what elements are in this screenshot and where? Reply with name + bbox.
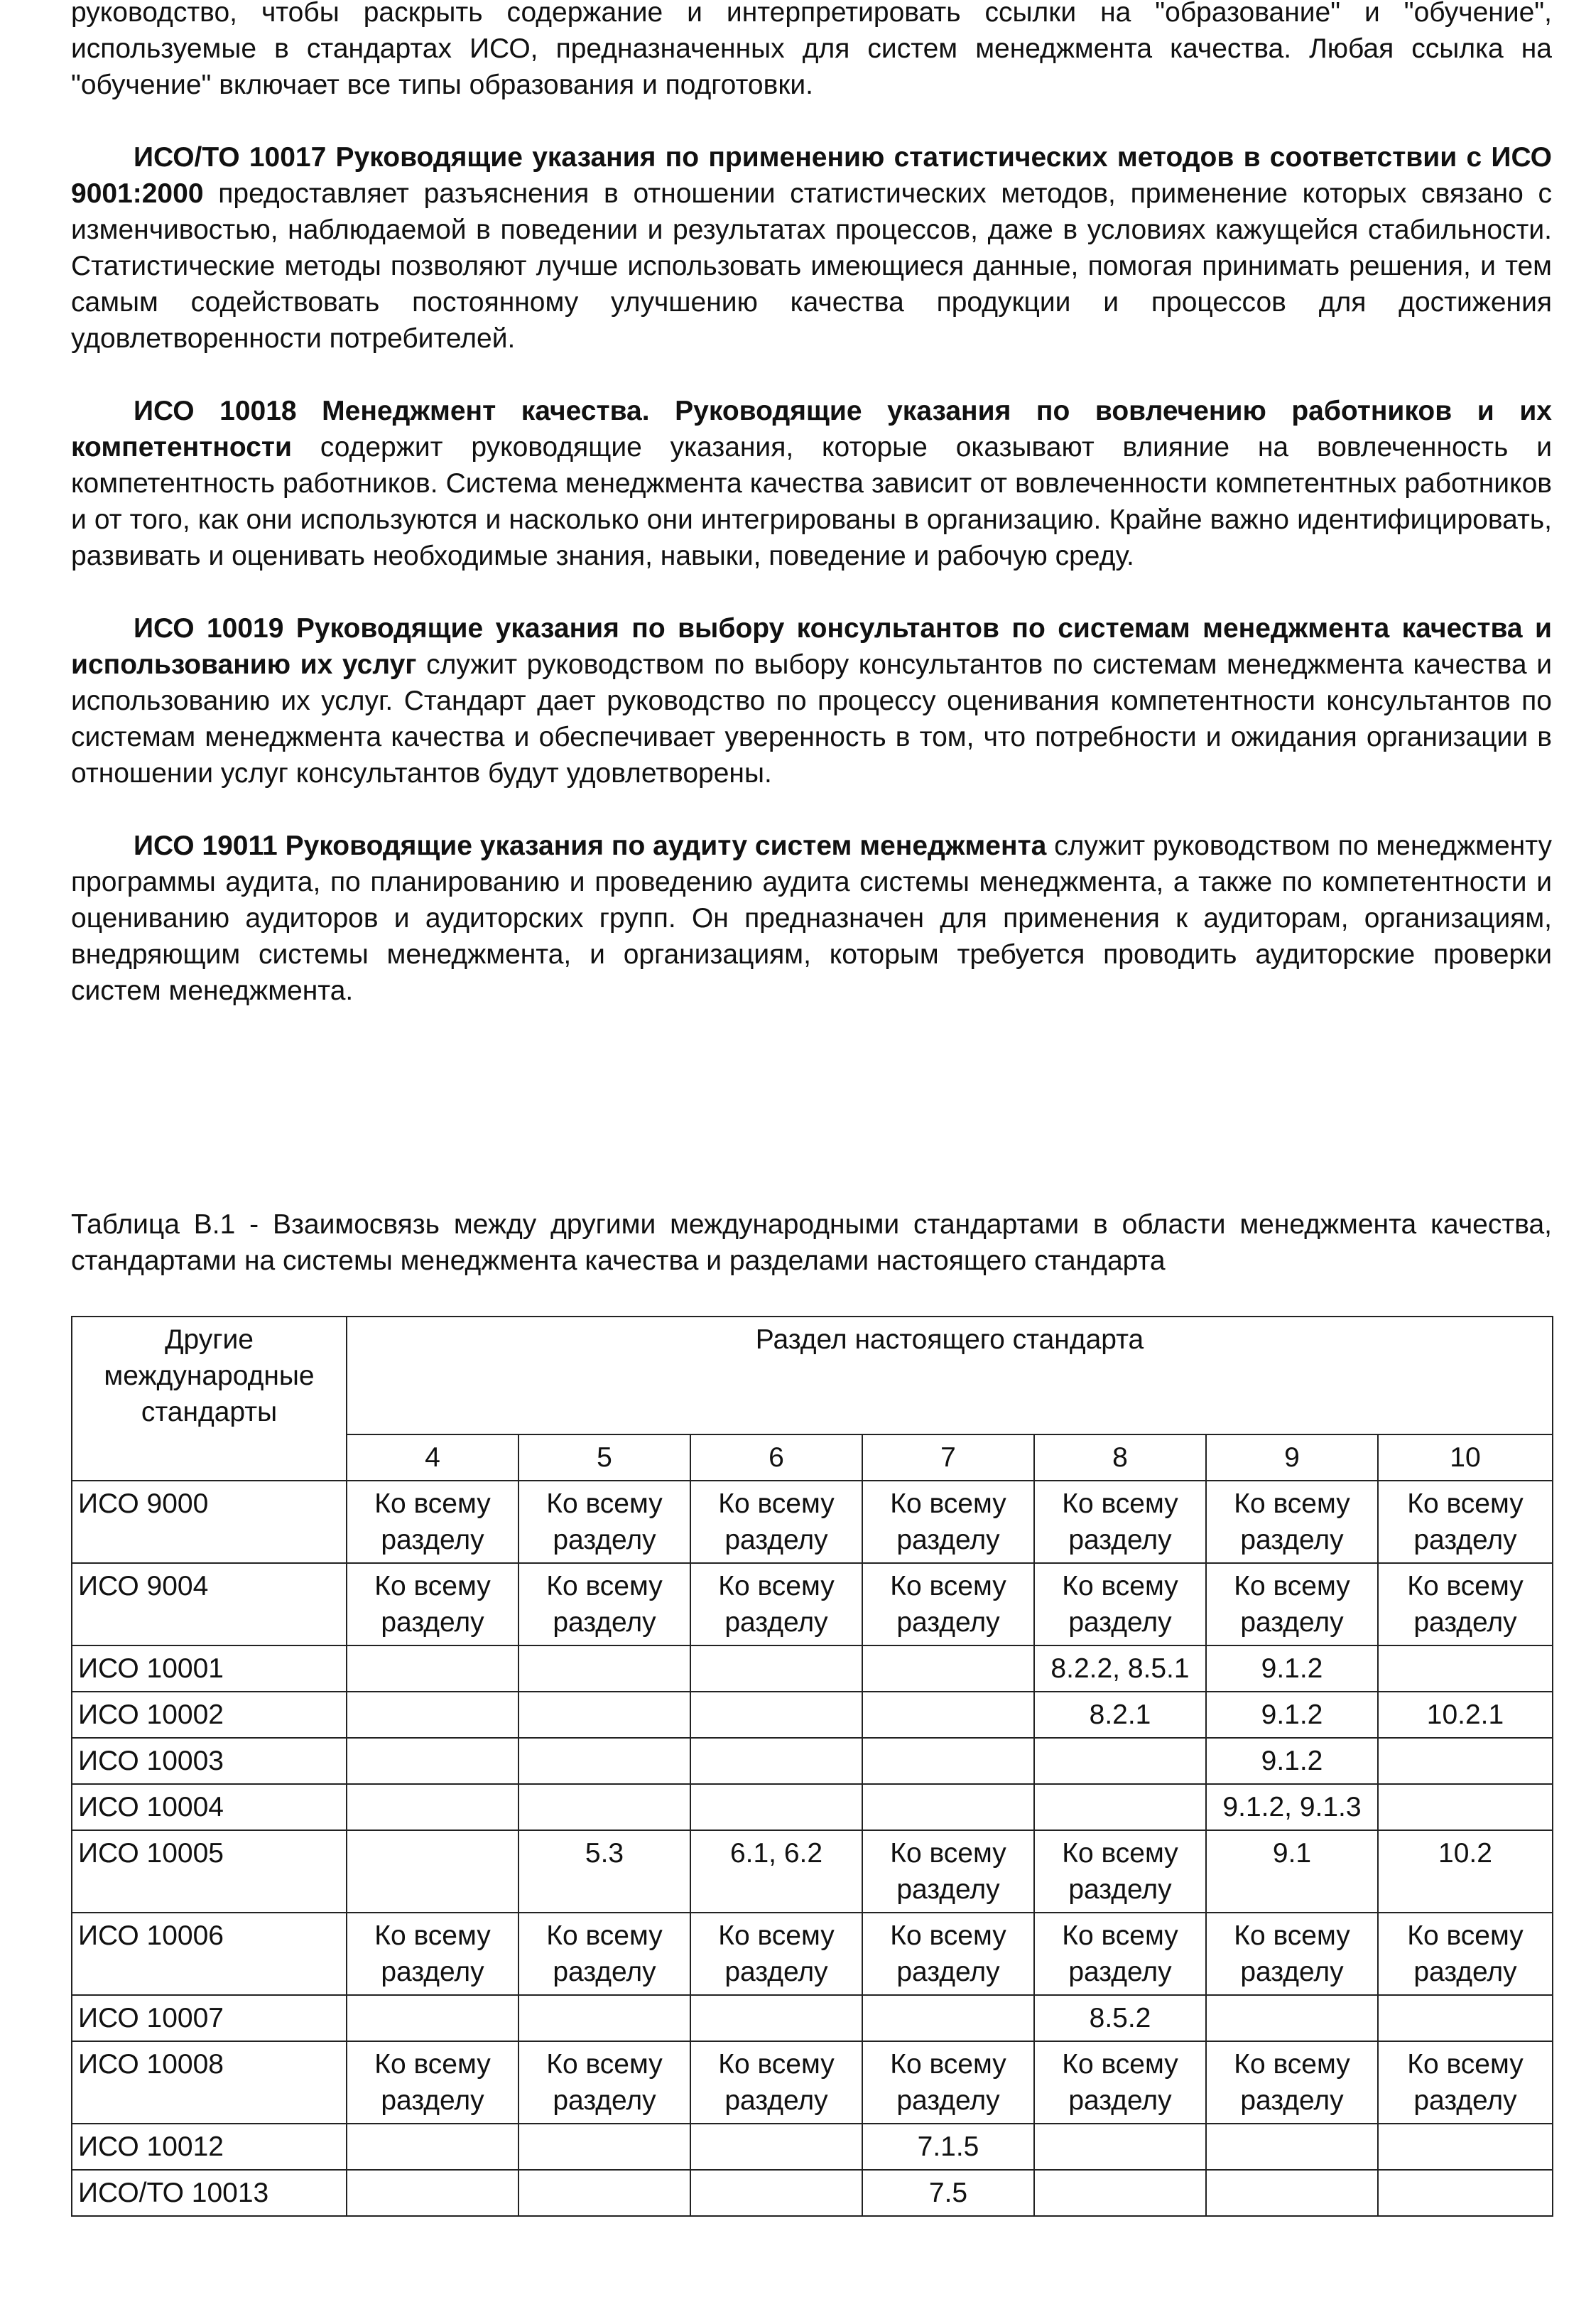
section-reference-cell: Ко всему разделу	[690, 2041, 862, 2124]
section-reference-cell	[1378, 1645, 1553, 1692]
section-reference-cell: Ко всему разделу	[1378, 1563, 1553, 1645]
section-reference-cell	[1378, 1784, 1553, 1830]
header-section-group: Раздел настоящего стандарта	[347, 1317, 1553, 1434]
section-number-4: 4	[347, 1434, 518, 1481]
section-reference-cell: Ко всему разделу	[1034, 1481, 1206, 1563]
paragraph-iso-10018-title: ИСО 10018 Менеджмент качества. Руководящие указания по вовлечению работников и их компетентности	[71, 396, 1552, 463]
standard-name-cell: ИСО 10008	[72, 2041, 347, 2124]
section-reference-cell	[518, 1645, 690, 1692]
standard-name-cell: ИСО 10004	[72, 1784, 347, 1830]
section-reference-cell: Ко всему разделу	[1034, 1563, 1206, 1645]
section-reference-cell	[518, 1738, 690, 1784]
section-reference-cell: Ко всему разделу	[1034, 1913, 1206, 1995]
section-reference-cell	[347, 1995, 518, 2041]
section-reference-cell	[518, 1995, 690, 2041]
standard-name-cell: ИСО 10002	[72, 1692, 347, 1738]
section-reference-cell: Ко всему разделу	[690, 1481, 862, 1563]
standard-name-cell: ИСО 10006	[72, 1913, 347, 1995]
section-reference-cell	[1034, 2170, 1206, 2216]
table-row	[72, 1913, 1553, 1995]
paragraph-iso-10019-title: ИСО 10019 Руководящие указания по выбору консультантов по системам менеджмента качества и использованию их услуг	[71, 613, 1552, 680]
section-reference-cell: Ко всему разделу	[518, 1563, 690, 1645]
section-reference-cell	[518, 2170, 690, 2216]
section-reference-cell: Ко всему разделу	[518, 2041, 690, 2124]
paragraph-iso-19011	[71, 828, 1552, 1009]
section-reference-cell	[690, 2124, 862, 2170]
section-reference-cell	[1206, 2170, 1378, 2216]
section-reference-cell	[862, 1738, 1034, 1784]
section-reference-cell	[347, 1692, 518, 1738]
section-reference-cell: Ко всему разделу	[518, 1913, 690, 1995]
section-number-8: 8	[1034, 1434, 1206, 1481]
section-reference-cell	[690, 1738, 862, 1784]
section-reference-cell	[690, 1692, 862, 1738]
section-reference-cell: 9.1	[1206, 1830, 1378, 1913]
table-row	[72, 1995, 1553, 2041]
paragraph-iso-10019-text: служит руководством по выбору консультантов по системам менеджмента качества и использованию их услуг. Стандарт дает руководство по процессу оценивания компетентности консультантов по системам менеджмента качества и обеспечивает уверенность в том, что потребности и ожидания организации в отношении услуг консультантов будут удовлетворены.	[71, 649, 1552, 789]
section-number-6: 6	[690, 1434, 862, 1481]
table-header-row	[72, 1317, 1553, 1434]
section-number-7: 7	[862, 1434, 1034, 1481]
section-reference-cell: 6.1, 6.2	[690, 1830, 862, 1913]
section-reference-cell	[862, 1692, 1034, 1738]
standard-name-cell: ИСО 10005	[72, 1830, 347, 1913]
section-reference-cell: Ко всему разделу	[862, 1830, 1034, 1913]
section-reference-cell	[347, 2170, 518, 2216]
section-reference-cell: Ко всему разделу	[1378, 1913, 1553, 1995]
paragraph-iso-19011-text: служит руководством по менеджменту программы аудита, по планированию и проведению аудита системы менеджмента, а также по компетентности и оцениванию аудиторов и аудиторских групп. Он предназначен для применения к аудиторам, организациям, внедряющим системы менеджмента, и организациям, которым требуется проводить аудиторские проверки систем менеджмента.	[71, 831, 1552, 1006]
section-reference-cell	[1206, 2124, 1378, 2170]
section-reference-cell	[1378, 2124, 1553, 2170]
section-reference-cell: 5.3	[518, 1830, 690, 1913]
paragraph-intro-text: руководство, чтобы раскрыть содержание и интерпретировать ссылки на "образование" и "обучение", используемые в стандартах ИСО, предназначенных для систем менеджмента качества. Любая ссылка на "обучение" включает все типы образования и подготовки.	[71, 0, 1552, 100]
table-caption: Таблица B.1 - Взаимосвязь между другими международными стандартами в области менеджмента качества, стандартами на системы менеджмента качества и разделами настоящего стандарта	[71, 1209, 1552, 1276]
paragraph-iso-10019	[71, 610, 1552, 791]
section-reference-cell: 7.5	[862, 2170, 1034, 2216]
section-reference-cell	[347, 1645, 518, 1692]
section-reference-cell: 10.2	[1378, 1830, 1553, 1913]
section-reference-cell	[690, 1784, 862, 1830]
section-reference-cell: Ко всему разделу	[690, 1563, 862, 1645]
section-reference-cell	[690, 1645, 862, 1692]
section-reference-cell: 9.1.2, 9.1.3	[1206, 1784, 1378, 1830]
section-reference-cell: Ко всему разделу	[1206, 1913, 1378, 1995]
paragraph-iso-10018-text: содержит руководящие указания, которые оказывают влияние на вовлеченность и компетентность работников. Система менеджмента качества зависит от вовлеченности компетентных работников и от того, как они используются и насколько они интегрированы в организацию. Крайне важно идентифицировать, развивать и оценивать необходимые знания, навыки, поведение и рабочую среду.	[71, 432, 1552, 571]
table-row	[72, 1784, 1553, 1830]
table-caption-block	[71, 1206, 1552, 1279]
paragraph-iso-19011-title: ИСО 19011 Руководящие указания по аудиту систем менеджмента	[134, 831, 1047, 861]
section-reference-cell	[1378, 1995, 1553, 2041]
document-body	[71, 0, 1552, 1009]
section-reference-cell: Ко всему разделу	[1378, 2041, 1553, 2124]
section-reference-cell	[347, 2124, 518, 2170]
standard-name-cell: ИСО 10003	[72, 1738, 347, 1784]
standards-table	[71, 1316, 1553, 2217]
section-reference-cell	[862, 1784, 1034, 1830]
section-reference-cell	[347, 1738, 518, 1784]
section-reference-cell: 8.2.1	[1034, 1692, 1206, 1738]
section-reference-cell	[690, 1995, 862, 2041]
section-reference-cell	[518, 1784, 690, 1830]
table-row	[72, 2041, 1553, 2124]
section-reference-cell: Ко всему разделу	[347, 2041, 518, 2124]
section-reference-cell: Ко всему разделу	[862, 1481, 1034, 1563]
section-reference-cell	[862, 1995, 1034, 2041]
section-reference-cell	[1034, 2124, 1206, 2170]
table-row	[72, 1645, 1553, 1692]
section-reference-cell	[347, 1830, 518, 1913]
section-reference-cell: Ко всему разделу	[1206, 1563, 1378, 1645]
table-row	[72, 1738, 1553, 1784]
section-reference-cell: 9.1.2	[1206, 1645, 1378, 1692]
section-reference-cell: 7.1.5	[862, 2124, 1034, 2170]
paragraph-iso-10018	[71, 393, 1552, 574]
header-other-standards: Другие международные стандарты	[72, 1317, 347, 1481]
table-row	[72, 1563, 1553, 1645]
section-reference-cell: Ко всему разделу	[1378, 1481, 1553, 1563]
paragraph-iso-10017-text: предоставляет разъяснения в отношении статистических методов, применение которых связано с изменчивостью, наблюдаемой в поведении и результатах процессов, даже в условиях кажущейся стабильности. Статистические методы позволяют лучше использовать имеющиеся данные, помогая принимать решения, и тем самым содействовать постоянному улучшению качества продукции и процессов для достижения удовлетворенности потребителей.	[71, 178, 1552, 354]
table-row	[72, 1692, 1553, 1738]
section-reference-cell: 9.1.2	[1206, 1738, 1378, 1784]
section-reference-cell	[1206, 1995, 1378, 2041]
section-reference-cell	[1378, 2170, 1553, 2216]
standard-name-cell: ИСО 10012	[72, 2124, 347, 2170]
section-number-5: 5	[518, 1434, 690, 1481]
section-reference-cell	[862, 1645, 1034, 1692]
table-row	[72, 2170, 1553, 2216]
section-reference-cell	[690, 2170, 862, 2216]
section-reference-cell: 10.2.1	[1378, 1692, 1553, 1738]
section-reference-cell	[1034, 1738, 1206, 1784]
paragraph-iso-10017-title: ИСО/ТО 10017 Руководящие указания по применению статистических методов в соответствии с ИСО 9001:2000	[71, 142, 1552, 209]
section-reference-cell: 8.5.2	[1034, 1995, 1206, 2041]
standard-name-cell: ИСО 9000	[72, 1481, 347, 1563]
section-reference-cell: Ко всему разделу	[1034, 2041, 1206, 2124]
standard-name-cell: ИСО 10007	[72, 1995, 347, 2041]
section-reference-cell: Ко всему разделу	[862, 1563, 1034, 1645]
section-reference-cell: Ко всему разделу	[347, 1563, 518, 1645]
standard-name-cell: ИСО/ТО 10013	[72, 2170, 347, 2216]
section-number-10: 10	[1378, 1434, 1553, 1481]
paragraph-intro	[71, 0, 1552, 103]
section-reference-cell: Ко всему разделу	[690, 1913, 862, 1995]
standard-name-cell: ИСО 10001	[72, 1645, 347, 1692]
section-reference-cell: Ко всему разделу	[347, 1913, 518, 1995]
paragraph-iso-10017	[71, 139, 1552, 357]
section-reference-cell: Ко всему разделу	[1206, 1481, 1378, 1563]
section-reference-cell: 8.2.2, 8.5.1	[1034, 1645, 1206, 1692]
section-reference-cell: 9.1.2	[1206, 1692, 1378, 1738]
section-reference-cell: Ко всему разделу	[862, 2041, 1034, 2124]
standard-name-cell: ИСО 9004	[72, 1563, 347, 1645]
table-row	[72, 2124, 1553, 2170]
section-reference-cell	[1378, 1738, 1553, 1784]
section-reference-cell: Ко всему разделу	[347, 1481, 518, 1563]
section-reference-cell: Ко всему разделу	[1206, 2041, 1378, 2124]
section-reference-cell: Ко всему разделу	[862, 1913, 1034, 1995]
section-reference-cell	[1034, 1784, 1206, 1830]
section-reference-cell: Ко всему разделу	[1034, 1830, 1206, 1913]
section-reference-cell: Ко всему разделу	[518, 1481, 690, 1563]
table-row	[72, 1481, 1553, 1563]
section-reference-cell	[518, 2124, 690, 2170]
section-reference-cell	[347, 1784, 518, 1830]
section-number-9: 9	[1206, 1434, 1378, 1481]
table-row	[72, 1830, 1553, 1913]
section-reference-cell	[518, 1692, 690, 1738]
